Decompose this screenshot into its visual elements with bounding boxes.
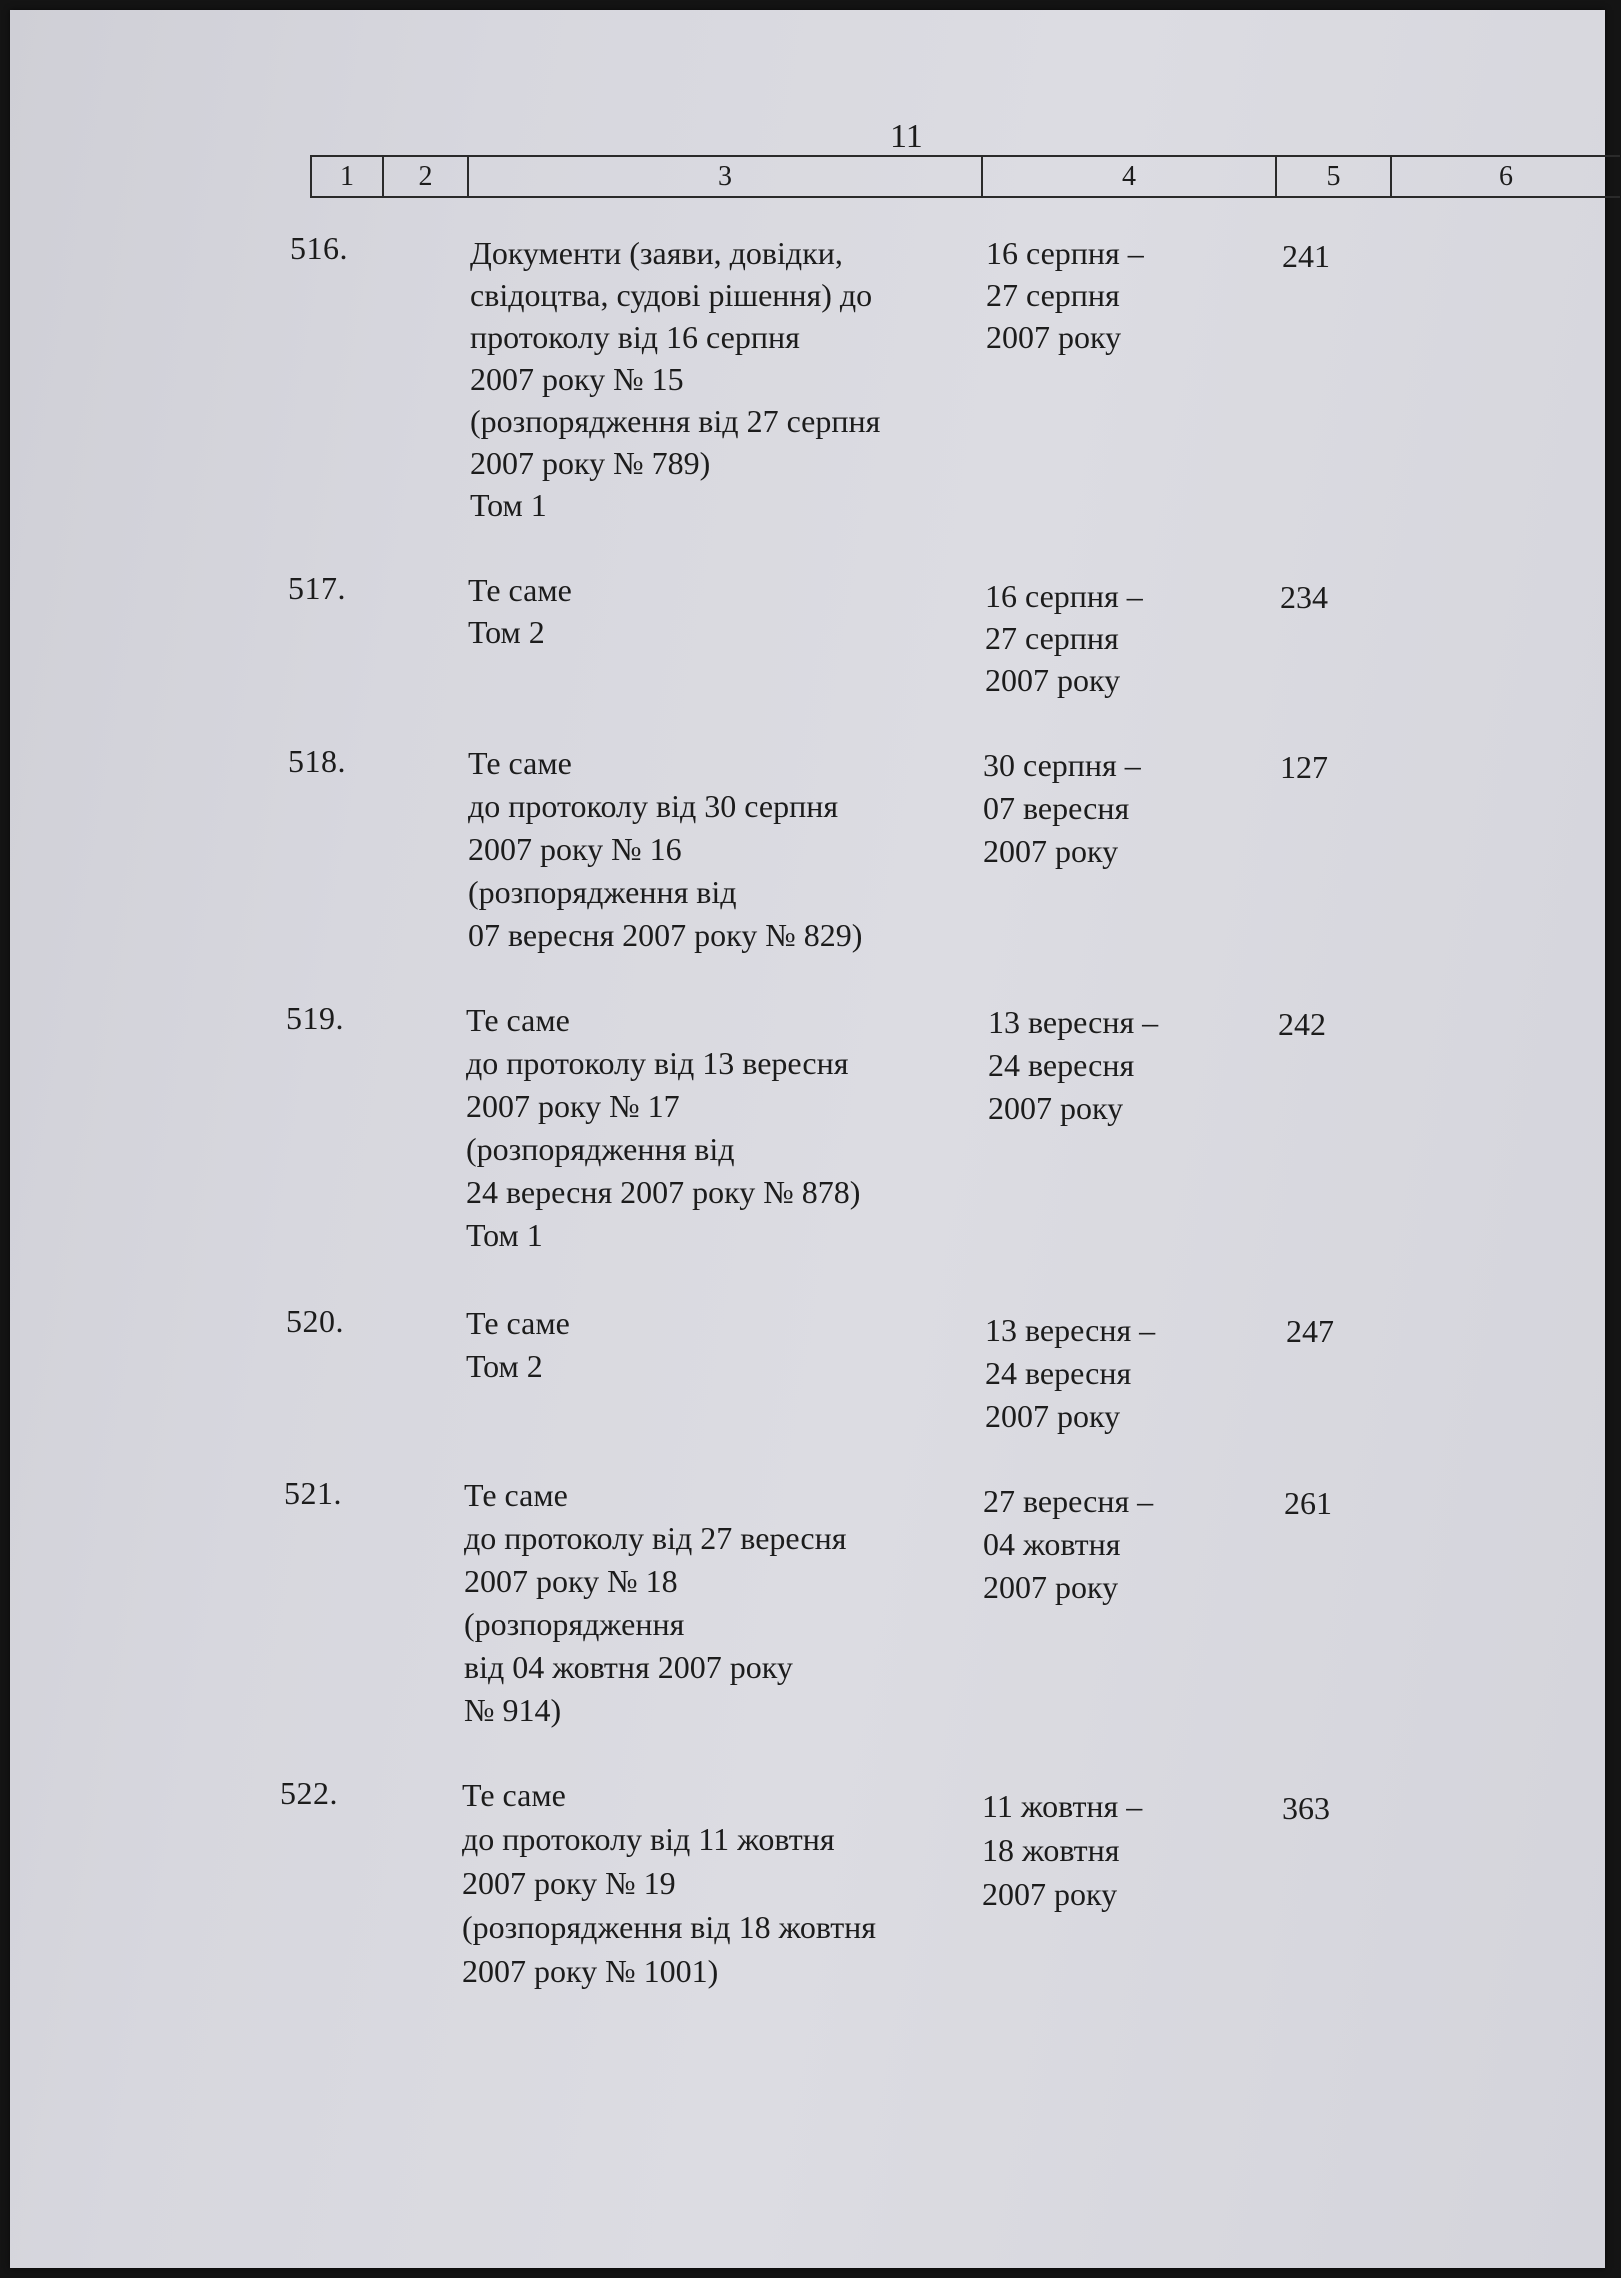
- description-line: (розпорядження від: [468, 874, 737, 910]
- entry-number: 522.: [280, 1775, 338, 1811]
- sheet-count: 234: [1280, 579, 1328, 615]
- description-line: 2007 року № 17: [466, 1088, 680, 1124]
- date-line: 27 серпня: [986, 277, 1120, 313]
- entry-number: 516.: [290, 230, 348, 266]
- entry-number: 521.: [284, 1475, 342, 1511]
- document-page: [10, 10, 1605, 2268]
- date-line: 2007 року: [988, 1090, 1124, 1126]
- description-line: 2007 року № 789): [470, 445, 711, 481]
- description-line: Те саме: [464, 1477, 568, 1513]
- date-line: 18 жовтня: [982, 1832, 1120, 1868]
- date-line: 30 серпня –: [983, 747, 1141, 783]
- date-line: 2007 року: [986, 319, 1122, 355]
- description-line: свідоцтва, судові рішення) до: [470, 277, 873, 313]
- page-number: 11: [890, 118, 923, 155]
- sheet-count: 241: [1282, 238, 1330, 274]
- description-line: Те саме: [468, 572, 572, 608]
- description-line: Те саме: [462, 1777, 566, 1813]
- header-col-1: 1: [310, 157, 382, 196]
- date-line: 2007 року: [985, 1398, 1121, 1434]
- description-line: (розпорядження: [464, 1606, 685, 1642]
- description-line: до протоколу від 27 вересня: [464, 1520, 847, 1556]
- sheet-count: 363: [1282, 1790, 1330, 1826]
- date-line: 2007 року: [985, 662, 1121, 698]
- description-line: до протоколу від 30 серпня: [468, 788, 839, 824]
- date-line: 13 вересня –: [985, 1312, 1156, 1348]
- description-line: 2007 року № 16: [468, 831, 682, 867]
- entry-number: 518.: [288, 743, 346, 779]
- description-line: Том 2: [466, 1348, 543, 1384]
- description-line: 2007 року № 18: [464, 1563, 678, 1599]
- description-line: до протоколу від 13 вересня: [466, 1045, 849, 1081]
- entry-number: 519.: [286, 1000, 344, 1036]
- date-line: 11 жовтня –: [982, 1788, 1143, 1824]
- sheet-count: 242: [1278, 1006, 1326, 1042]
- date-line: 27 серпня: [985, 620, 1119, 656]
- description-line: 2007 року № 1001): [462, 1953, 719, 1989]
- header-col-2: 2: [382, 157, 467, 196]
- description-line: (розпорядження від 18 жовтня: [462, 1909, 877, 1945]
- header-col-6: 6: [1390, 157, 1620, 196]
- date-line: 07 вересня: [983, 790, 1130, 826]
- description-line: від 04 жовтня 2007 року: [464, 1649, 793, 1685]
- header-col-5: 5: [1275, 157, 1390, 196]
- table-header-row: [310, 155, 1620, 198]
- date-line: 27 вересня –: [983, 1483, 1154, 1519]
- description-line: Том 2: [468, 614, 545, 650]
- description-line: Те саме: [466, 1002, 570, 1038]
- description-line: (розпорядження від 27 серпня: [470, 403, 881, 439]
- date-line: 04 жовтня: [983, 1526, 1121, 1562]
- date-line: 24 вересня: [985, 1355, 1132, 1391]
- entry-number: 517.: [288, 570, 346, 606]
- date-line: 24 вересня: [988, 1047, 1135, 1083]
- description-line: Том 1: [470, 487, 547, 523]
- date-line: 13 вересня –: [988, 1004, 1159, 1040]
- description-line: 24 вересня 2007 року № 878): [466, 1174, 861, 1210]
- header-col-4: 4: [981, 157, 1275, 196]
- description-line: 07 вересня 2007 року № 829): [468, 917, 863, 953]
- description-line: Том 1: [466, 1217, 543, 1253]
- description-line: № 914): [464, 1692, 562, 1728]
- date-line: 2007 року: [983, 833, 1119, 869]
- description-line: 2007 року № 15: [470, 361, 684, 397]
- description-line: Те саме: [466, 1305, 570, 1341]
- sheet-count: 127: [1280, 749, 1328, 785]
- date-line: 16 серпня –: [986, 235, 1144, 271]
- entry-number: 520.: [286, 1303, 344, 1339]
- description-line: Документи (заяви, довідки,: [470, 235, 843, 271]
- header-col-3: 3: [467, 157, 981, 196]
- description-line: до протоколу від 11 жовтня: [462, 1821, 835, 1857]
- description-line: 2007 року № 19: [462, 1865, 676, 1901]
- description-line: Те саме: [468, 745, 572, 781]
- date-line: 2007 року: [983, 1569, 1119, 1605]
- sheet-count: 247: [1286, 1313, 1334, 1349]
- description-line: (розпорядження від: [466, 1131, 735, 1167]
- date-line: 2007 року: [982, 1876, 1118, 1912]
- date-line: 16 серпня –: [985, 578, 1143, 614]
- description-line: протоколу від 16 серпня: [470, 319, 800, 355]
- sheet-count: 261: [1284, 1485, 1332, 1521]
